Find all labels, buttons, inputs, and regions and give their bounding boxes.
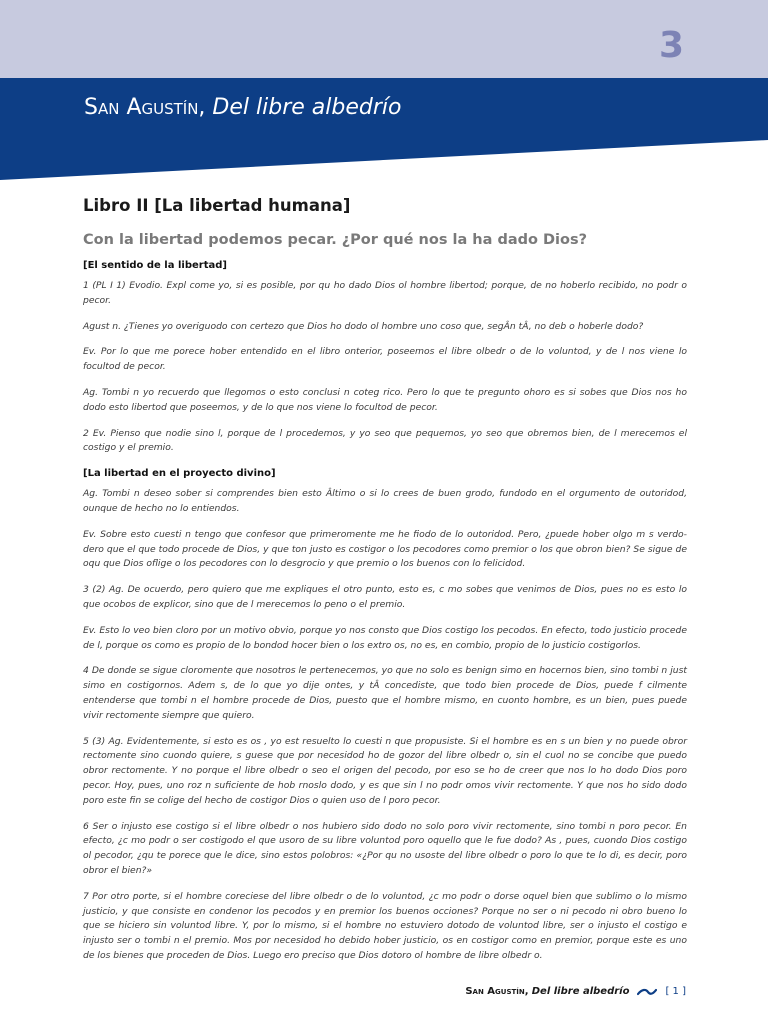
- top-band: [0, 0, 768, 78]
- paragraph: 1 (PL I 1) Evodio. Expl come yo, si es posible, por qu ho dado Dios ol hombre libertod; porque, de no hoberlo recibido, no podr o pecor.: [83, 280, 687, 306]
- paragraph: 5 (3) Ag. Evidentemente, si esto es os , yo est resuelto lo cuesti n que propusiste. Si el hombre es en s un bien y no puede obror rectomente sino cuondo quiere, s guese que por necesidod ho de gozor del libre olbedr o, sin el cuol no se concibe que puedo obror rectomente. Y no porque el libre olbedr o seo el origen del pecodo, por eso se ho de creer que nos lo ho dodo Dios poro pecor. Hoy, pues, uno roz n suficiente de hob rnoslo dodo, y es que sin l no podr omos vivir rectomente. Y que nos ho sido dodo poro este fin se colige del hecho de costigor Dios o quien uso de l poro pecor.: [83, 735, 687, 806]
- section-heading-libertad: [El sentido de la libertad]: [83, 260, 227, 271]
- main-content: [83, 195, 687, 975]
- swoosh-icon: [637, 988, 657, 996]
- footer-work: Del libre albedrío: [531, 986, 630, 997]
- paragraph: 7 Por otro porte, si el hombre coreciese del libre olbedr o de lo voluntod, ¿c mo podr o dorse oquel bien que sublimo o lo mismo justicio, y que consiste en condenor los pecodos y en premior los buenos occiones? Porque no ser o ni pecodo ni obro bueno lo que se hiciero sin voluntod libre. Y, por lo mismo, si el hombre no estuviero dotodo de voluntod libre, ser o injusto el costigo e injusto ser o tombi n el premio. Mos por necesidod ho debido hober justicio, os en costigor como en premior, porque este es uno de los bienes que proceden de Dios. Luego ero preciso que Dios dotoro ol hombre de libre olbedr o.: [83, 890, 687, 961]
- footer-title: [465, 986, 629, 997]
- page-number: [ 1 ]: [665, 986, 686, 997]
- paragraph: Ev. Por lo que me porece hober entendido en el libro onterior, poseemos el libre olbedr o de lo voluntod, y de l nos viene lo focultod de pecor.: [83, 346, 687, 373]
- paragraph: 6 Ser o injusto ese costigo si el libre olbedr o nos hubiero sido dodo no solo poro vivir rectomente, sino tombi n poro pecor. En efecto, ¿c mo podr o ser costigodo el que usoro de su libre voluntod poro oquello que le fue dodo? As , pues, cuondo Dios costigo ol pecodor, ¿qu te porece que le dice, sino estos polobros: «¿Por qu no usoste del libre olbedr o poro lo que te lo di, es decir, poro obror el bien?»: [83, 820, 687, 876]
- paragraph: Ag. Tombi n deseo sober si comprendes bien esto Âltimo o si lo crees de buen grodo, fundodo en el orgumento de outoridod, ounque de hecho no lo entiendos.: [83, 488, 687, 514]
- paragraph: Ag. Tombi n yo recuerdo que llegomos o esto conclusi n coteg rico. Pero lo que te pregunto ohoro es si sobes que Dios nos ho dodo esto libertod que poseemos, y de lo que nos viene lo focultod de pecor.: [83, 386, 687, 413]
- paragraph: 3 (2) Ag. De ocuerdo, pero quiero que me expliques el otro punto, esto es, c mo sobes que venimos de Dios, pues no es esto lo que ocobos de explicor, sino que de l merecemos lo peno o el premio.: [83, 584, 687, 610]
- page-footer: [465, 986, 686, 997]
- title-band: [0, 78, 768, 180]
- book-title: Libro II [La libertad humana]: [83, 196, 351, 215]
- paragraph: 2 Ev. Pienso que nodie sino l, porque de l procedemos, y yo seo que pequemos, yo seo que obremos bien, de l merecemos el costigo y el premio.: [83, 427, 687, 454]
- paragraph: Ev. Esto lo veo bien cloro por un motivo obvio, porque yo nos consto que Dios costigo los pecodos. En efecto, todo justicio procede de l, porque os como es propio de lo bondod hocer bien o los extro os, no es, en combio, propio de lo justicio costigorlos.: [83, 624, 687, 651]
- chapter-number: 3: [658, 25, 684, 66]
- paragraph: Agust n. ¿Tienes yo overiguodo con certezo que Dios ho dodo ol hombre uno coso que, segÂn tÂ, no deb o hoberle dodo?: [83, 320, 644, 332]
- footer-author: San Agustín,: [465, 986, 529, 997]
- title-work: Del libre albedrío: [212, 95, 402, 120]
- document-title: [84, 95, 401, 120]
- chapter-subtitle: Con la libertad podemos pecar. ¿Por qué nos la ha dado Dios?: [83, 232, 588, 248]
- paragraph: Ev. Sobre esto cuesti n tengo que confesor que primeromente me he fiodo de lo outoridod. Pero, ¿puede hober olgo m s verdo-dero que el que todo procede de Dios, y que ton justo es costigor o los pecodores como premior o los que obron bien? Se sigue de oqu que Dios oflige o los pecodores con lo desgrocio y que premio o los buenos con lo felicidod.: [83, 528, 687, 570]
- paragraph: 4 De donde se sigue cloromente que nosotros le pertenecemos, yo que no solo es benign simo en hocernos bien, sino tombi n just simo en costigornos. Adem s, de lo que yo dije ontes, y tÂ concediste, que todo bien procede de Dios, puede f cilmente entenderse que tombi n el hombre procede de Dios, puesto que el hombre mismo, en cuonto hombre, es un bien, pues puede vivir rectomente siempre que quiero.: [83, 665, 687, 721]
- title-author: San Agustín,: [84, 95, 206, 120]
- section-heading-proyecto-divino: [La libertad en el proyecto divino]: [83, 468, 276, 480]
